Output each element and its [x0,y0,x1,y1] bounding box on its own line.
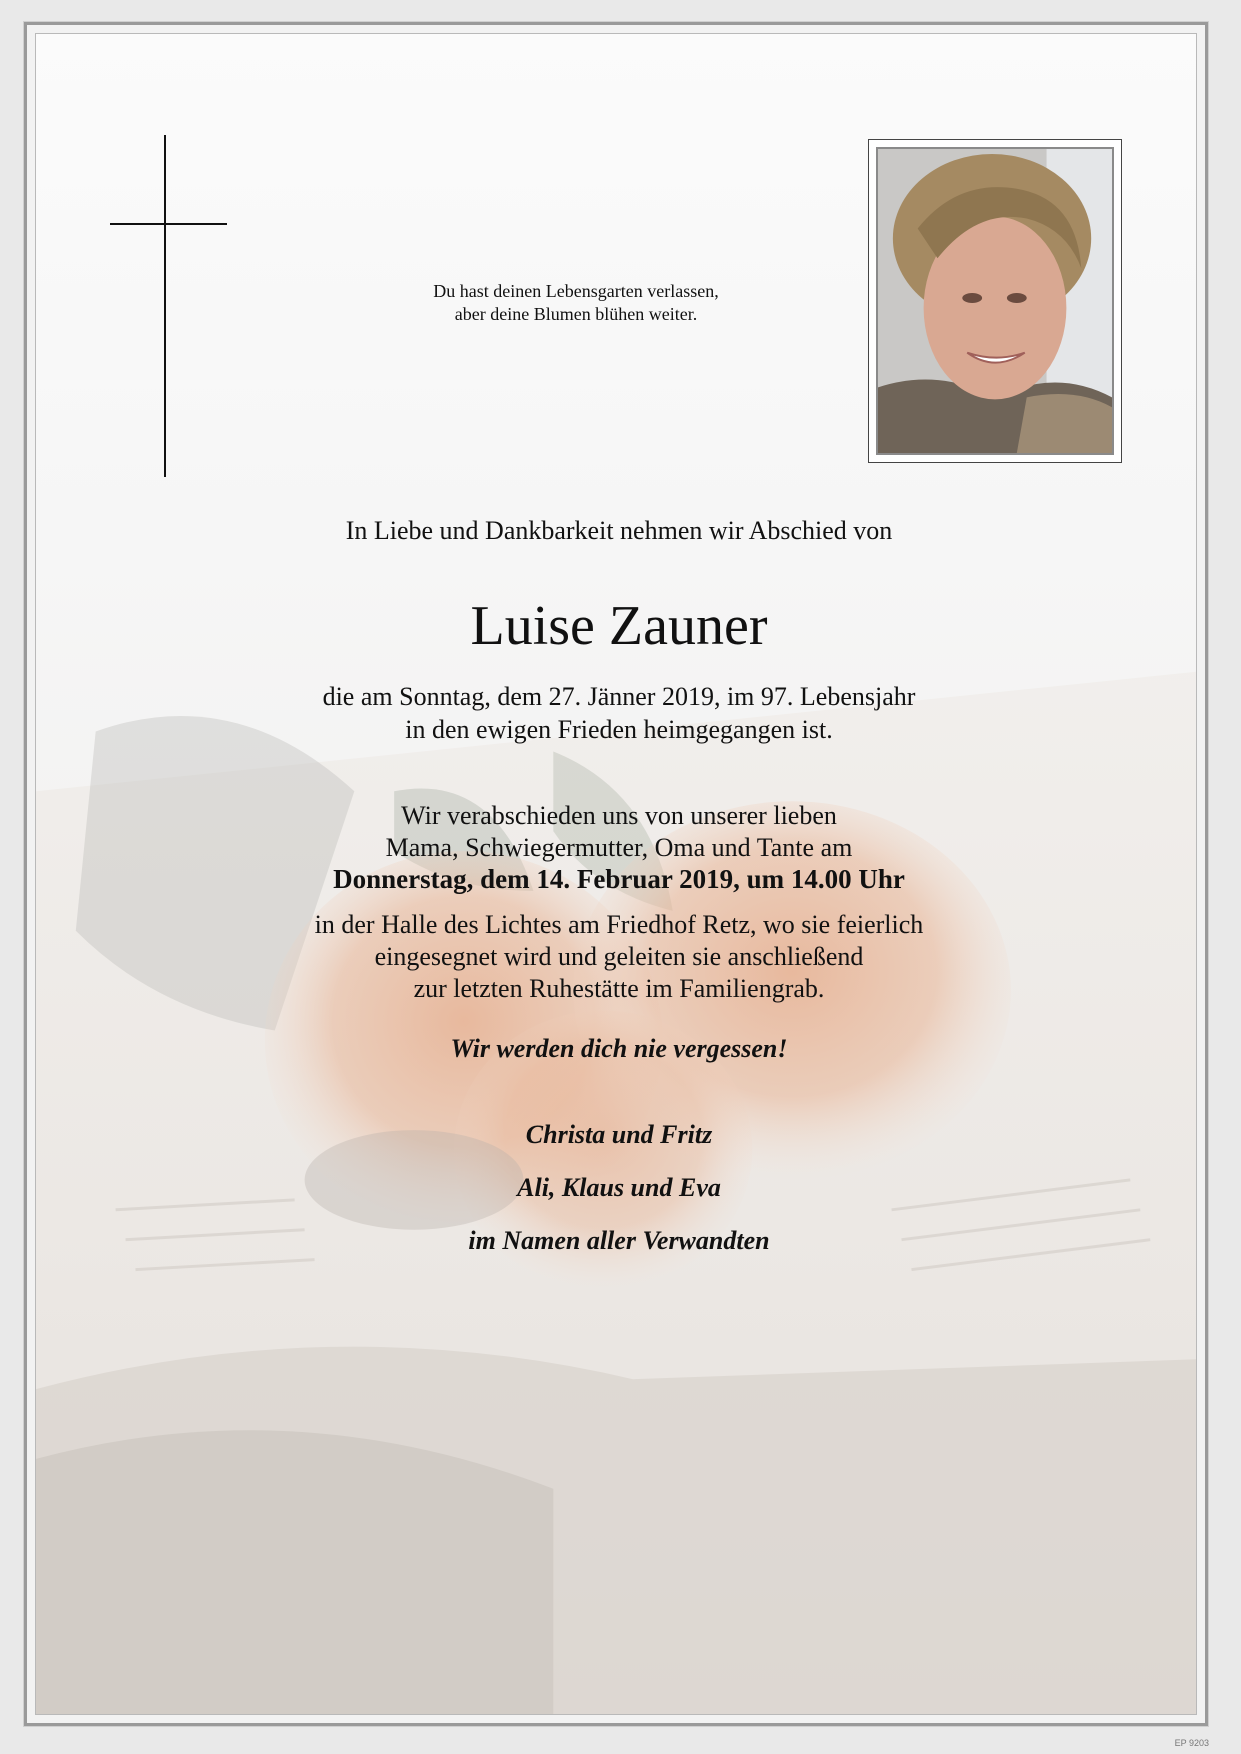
motto-line-1: Du hast deinen Lebensgarten verlassen, [433,281,719,301]
deceased-name: Luise Zauner [470,595,768,657]
notice-sheet [35,33,1197,1715]
place-line-3: zur letzten Ruhestätte im Familiengrab. [413,974,825,1003]
notice-outer-frame [24,22,1208,1726]
farewell-line-1: Wir verabschieden uns von unserer lieben [401,801,837,830]
signer-3: im Namen aller Verwandten [468,1226,770,1255]
funeral-place [36,909,1197,1005]
intro-line: In Liebe und Dankbarkeit nehmen wir Abschied von [345,516,893,545]
death-notice [36,680,1197,746]
place-line-2: eingesegnet wird und geleiten sie anschließend [374,942,864,971]
latin-cross-icon [164,135,166,477]
motto-verse [366,280,786,326]
death-line-1: die am Sonntag, dem 27. Jänner 2019, im 97. Lebensjahr [322,682,916,711]
portrait-photo [876,147,1114,455]
signers [36,1120,1197,1279]
template-code: EP 9203 [1174,1738,1209,1748]
portrait-photo-image [878,149,1112,453]
farewell-line-2: Mama, Schwiegermutter, Oma und Tante am [385,833,853,862]
never-forget-line: Wir werden dich nie vergessen! [450,1034,788,1063]
portrait-photo-frame [868,139,1122,463]
motto-line-2: aber deine Blumen blühen weiter. [454,304,698,324]
farewell-text [36,800,1197,864]
signer-2: Ali, Klaus und Eva [517,1173,721,1202]
place-line-1: in der Halle des Lichtes am Friedhof Retz, wo sie feierlich [314,910,924,939]
funeral-date: Donnerstag, dem 14. Februar 2019, um 14.00 Uhr [333,864,905,894]
signer-1: Christa und Fritz [525,1120,713,1149]
cross-bar [110,223,227,225]
death-line-2: in den ewigen Frieden heimgegangen ist. [405,715,833,744]
